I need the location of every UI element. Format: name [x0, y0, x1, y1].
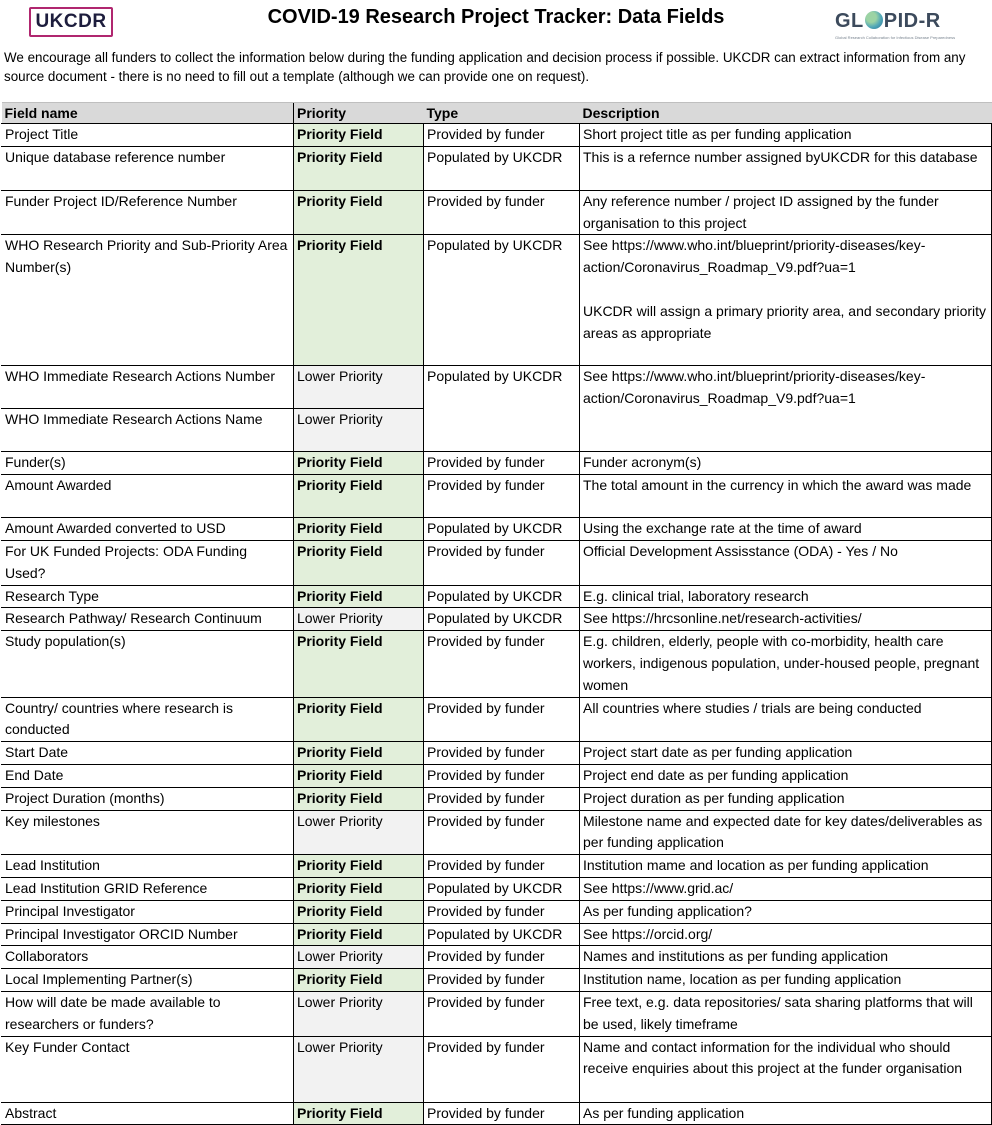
- description-cell: E.g. clinical trial, laboratory research: [580, 585, 992, 608]
- description-cell: Short project title as per funding application: [580, 124, 992, 147]
- field-name-cell: WHO Immediate Research Actions Number: [2, 366, 294, 409]
- ukcdr-logo-text: UKCDR: [35, 11, 107, 32]
- description-cell: Project start date as per funding application: [580, 742, 992, 765]
- priority-cell: Lower Priority: [294, 1036, 424, 1102]
- table-row: [2, 631, 992, 697]
- type-cell: Provided by funder: [424, 631, 580, 697]
- priority-cell: Priority Field: [294, 146, 424, 190]
- field-name-cell: Principal Investigator ORCID Number: [2, 923, 294, 946]
- table-row: [2, 764, 992, 787]
- field-name-cell: For UK Funded Projects: ODA Funding Used?: [2, 540, 294, 585]
- table-row: [2, 1102, 992, 1125]
- description-cell: This is a refernce number assigned byUKCDR for this database: [580, 146, 992, 190]
- field-name-cell: How will date be made available to researchers or funders?: [2, 991, 294, 1036]
- priority-cell: Priority Field: [294, 518, 424, 541]
- description-cell: Institution name, location as per funding application: [580, 969, 992, 992]
- field-name-cell: End Date: [2, 764, 294, 787]
- field-name-cell: WHO Immediate Research Actions Name: [2, 409, 294, 452]
- field-name-cell: Country/ countries where research is conducted: [2, 697, 294, 742]
- type-cell: Provided by funder: [424, 1036, 580, 1102]
- field-name-cell: Unique database reference number: [2, 146, 294, 190]
- field-name-cell: Funder Project ID/Reference Number: [2, 190, 294, 235]
- table-row: [2, 969, 992, 992]
- priority-cell: Lower Priority: [294, 608, 424, 631]
- type-cell: Provided by funder: [424, 855, 580, 878]
- description-cell: Funder acronym(s): [580, 452, 992, 475]
- type-cell: Provided by funder: [424, 475, 580, 518]
- priority-cell: Priority Field: [294, 631, 424, 697]
- type-cell: Populated by UKCDR: [424, 877, 580, 900]
- field-name-cell: Amount Awarded: [2, 475, 294, 518]
- glopid-r-logo: [835, 10, 955, 44]
- glopid-r-logo-word: GL PID-R: [835, 10, 941, 32]
- table-row: [2, 900, 992, 923]
- priority-cell: Priority Field: [294, 1102, 424, 1125]
- field-name-cell: Local Implementing Partner(s): [2, 969, 294, 992]
- type-cell: Provided by funder: [424, 540, 580, 585]
- table-row: [2, 946, 992, 969]
- table-row: [2, 190, 992, 235]
- table-row: [2, 235, 992, 366]
- priority-cell: Priority Field: [294, 969, 424, 992]
- table-row: [2, 810, 992, 855]
- priority-cell: Priority Field: [294, 452, 424, 475]
- priority-cell: Priority Field: [294, 923, 424, 946]
- description-cell: Name and contact information for the individual who should receive enquiries about this project at the funder organisation: [580, 1036, 992, 1102]
- priority-cell: Priority Field: [294, 877, 424, 900]
- field-name-cell: Key Funder Contact: [2, 1036, 294, 1102]
- type-cell: Populated by UKCDR: [424, 235, 580, 366]
- description-cell: As per funding application: [580, 1102, 992, 1125]
- description-cell: Official Development Assisstance (ODA) - Yes / No: [580, 540, 992, 585]
- table-row: [2, 787, 992, 810]
- table-header-row: [2, 103, 992, 124]
- column-header-type: Type: [424, 103, 580, 124]
- priority-cell: Priority Field: [294, 697, 424, 742]
- priority-cell: Priority Field: [294, 787, 424, 810]
- table-row: [2, 518, 992, 541]
- description-cell: See https://www.who.int/blueprint/priority-diseases/key-action/Coronavirus_Roadmap_V9.pdf?ua=1: [580, 366, 992, 452]
- table-row: [2, 697, 992, 742]
- priority-cell: Lower Priority: [294, 409, 424, 452]
- table-row: [2, 855, 992, 878]
- type-cell: Populated by UKCDR: [424, 146, 580, 190]
- description-cell: Project end date as per funding application: [580, 764, 992, 787]
- priority-cell: Lower Priority: [294, 991, 424, 1036]
- priority-cell: Priority Field: [294, 475, 424, 518]
- priority-cell: Lower Priority: [294, 946, 424, 969]
- table-row: [2, 877, 992, 900]
- priority-cell: Priority Field: [294, 742, 424, 765]
- table-row: [2, 366, 992, 409]
- table-row: [2, 991, 992, 1036]
- column-header-description: Description: [580, 103, 992, 124]
- priority-cell: Priority Field: [294, 540, 424, 585]
- description-cell: Institution mame and location as per funding application: [580, 855, 992, 878]
- column-header-field: Field name: [2, 103, 294, 124]
- table-row: [2, 475, 992, 518]
- type-cell: Provided by funder: [424, 900, 580, 923]
- globe-icon: [865, 11, 883, 29]
- field-name-cell: Study population(s): [2, 631, 294, 697]
- column-header-priority: Priority: [294, 103, 424, 124]
- priority-cell: Priority Field: [294, 855, 424, 878]
- description-cell: See https://hrcsonline.net/research-activities/: [580, 608, 992, 631]
- field-name-cell: Project Duration (months): [2, 787, 294, 810]
- type-cell: Provided by funder: [424, 124, 580, 147]
- priority-cell: Priority Field: [294, 585, 424, 608]
- type-cell: Provided by funder: [424, 991, 580, 1036]
- priority-cell: Priority Field: [294, 190, 424, 235]
- field-name-cell: Research Type: [2, 585, 294, 608]
- description-cell: [580, 235, 992, 366]
- type-cell: Populated by UKCDR: [424, 518, 580, 541]
- description-cell: Free text, e.g. data repositories/ sata sharing platforms that will be used, likely timeframe: [580, 991, 992, 1036]
- table-row: [2, 1036, 992, 1102]
- field-name-cell: Lead Institution: [2, 855, 294, 878]
- priority-cell: Lower Priority: [294, 366, 424, 409]
- table-row: [2, 742, 992, 765]
- field-name-cell: Lead Institution GRID Reference: [2, 877, 294, 900]
- type-cell: Provided by funder: [424, 452, 580, 475]
- description-paragraph: See https://www.who.int/blueprint/priority-diseases/key-action/Coronavirus_Roadmap_V9.pdf?ua=1: [583, 237, 926, 276]
- priority-cell: Priority Field: [294, 764, 424, 787]
- field-name-cell: WHO Research Priority and Sub-Priority Area Number(s): [2, 235, 294, 366]
- description-cell: The total amount in the currency in which the award was made: [580, 475, 992, 518]
- table-row: [2, 540, 992, 585]
- type-cell: Populated by UKCDR: [424, 608, 580, 631]
- description-cell: Using the exchange rate at the time of award: [580, 518, 992, 541]
- description-cell: As per funding application?: [580, 900, 992, 923]
- type-cell: Provided by funder: [424, 764, 580, 787]
- type-cell: Provided by funder: [424, 190, 580, 235]
- description-cell: See https://orcid.org/: [580, 923, 992, 946]
- field-name-cell: Principal Investigator: [2, 900, 294, 923]
- field-name-cell: Start Date: [2, 742, 294, 765]
- page-title: COVID-19 Research Project Tracker: Data Fields: [267, 6, 725, 28]
- table-row: [2, 608, 992, 631]
- field-name-cell: Project Title: [2, 124, 294, 147]
- priority-cell: Priority Field: [294, 124, 424, 147]
- type-cell: Populated by UKCDR: [424, 366, 580, 452]
- table-row: [2, 124, 992, 147]
- description-cell: All countries where studies / trials are being conducted: [580, 697, 992, 742]
- data-fields-table: [1, 102, 992, 1125]
- priority-cell: Lower Priority: [294, 810, 424, 855]
- table-row: [2, 452, 992, 475]
- description-cell: See https://www.grid.ac/: [580, 877, 992, 900]
- type-cell: Provided by funder: [424, 787, 580, 810]
- type-cell: Provided by funder: [424, 946, 580, 969]
- type-cell: Populated by UKCDR: [424, 923, 580, 946]
- type-cell: Populated by UKCDR: [424, 585, 580, 608]
- type-cell: Provided by funder: [424, 810, 580, 855]
- type-cell: Provided by funder: [424, 742, 580, 765]
- priority-cell: Priority Field: [294, 900, 424, 923]
- field-name-cell: Collaborators: [2, 946, 294, 969]
- table-row: [2, 585, 992, 608]
- table-row: [2, 146, 992, 190]
- glopid-r-logo-tagline: Global Research Collaboration for Infectious Disease Preparedness: [835, 35, 956, 40]
- description-cell: Project duration as per funding application: [580, 787, 992, 810]
- type-cell: Provided by funder: [424, 969, 580, 992]
- field-name-cell: Amount Awarded converted to USD: [2, 518, 294, 541]
- description-cell: Names and institutions as per funding application: [580, 946, 992, 969]
- description-paragraph: UKCDR will assign a primary priority area, and secondary priority areas as appropriate: [583, 302, 987, 341]
- field-name-cell: Key milestones: [2, 810, 294, 855]
- field-name-cell: Funder(s): [2, 452, 294, 475]
- priority-cell: Priority Field: [294, 235, 424, 366]
- description-cell: Any reference number / project ID assigned by the funder organisation to this project: [580, 190, 992, 235]
- intro-paragraph: We encourage all funders to collect the information below during the funding application and decision process if possible. UKCDR can extract information from any source document - there is no need to fill out a template (although we can provide one on request).: [4, 50, 966, 84]
- table-row: [2, 923, 992, 946]
- field-name-cell: Research Pathway/ Research Continuum: [2, 608, 294, 631]
- description-cell: E.g. children, elderly, people with co-morbidity, health care workers, indigenous population, under-housed people, pregnant women: [580, 631, 992, 697]
- type-cell: Provided by funder: [424, 697, 580, 742]
- description-cell: Milestone name and expected date for key dates/deliverables as per funding application: [580, 810, 992, 855]
- type-cell: Provided by funder: [424, 1102, 580, 1125]
- field-name-cell: Abstract: [2, 1102, 294, 1125]
